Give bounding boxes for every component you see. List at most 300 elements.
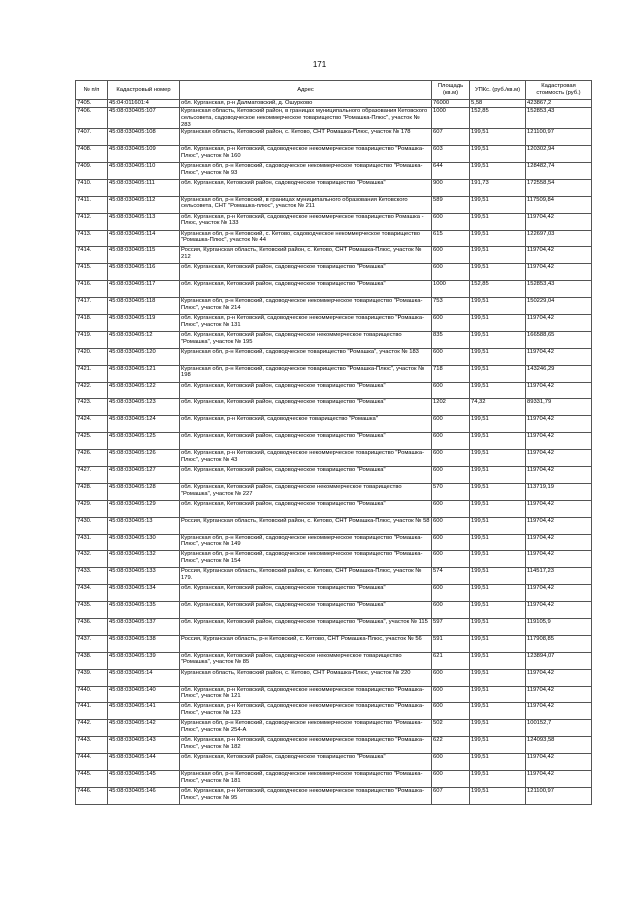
cadastral-number-cell: 45:08:030405:113 — [108, 213, 180, 230]
address-cell: Курганская обл, р-н Кетовский, с. Кетово, садоводческое некоммерческое товарищество "Ромашка-Плюс", участок № 44 — [180, 230, 432, 247]
table-row — [76, 100, 592, 108]
upks-cell: 199,51 — [470, 314, 526, 331]
area-cell: 600 — [432, 450, 470, 467]
area-cell: 600 — [432, 686, 470, 703]
address-cell: обл. Курганская, Кетовский район, садоводческое товарищество "Ромашка" — [180, 585, 432, 602]
row-number-cell: 7405. — [76, 100, 108, 108]
table-row — [76, 213, 592, 230]
cadastral-value-cell: 119704,42 — [526, 534, 592, 551]
cadastral-value-cell: 152853,43 — [526, 281, 592, 298]
table-row — [76, 635, 592, 652]
row-number-cell: 7420. — [76, 348, 108, 365]
cadastral-value-cell: 124093,58 — [526, 737, 592, 754]
table-row — [76, 787, 592, 804]
upks-cell: 199,51 — [470, 129, 526, 146]
table-row — [76, 618, 592, 635]
address-cell: обл. Курганская, р-н Кетовский, садоводческое некоммерческое товарищество "Ромашка-Плюс", участок № 182 — [180, 737, 432, 754]
address-cell: Курганская область, Кетовский район, с. Кетово, СНТ Ромашка-Плюс, участок № 178 — [180, 129, 432, 146]
area-cell: 900 — [432, 179, 470, 196]
header-upks: УПКс. (руб./кв.м) — [470, 81, 526, 100]
row-number-cell: 7411. — [76, 196, 108, 213]
upks-cell: 199,51 — [470, 146, 526, 163]
upks-cell: 199,51 — [470, 450, 526, 467]
row-number-cell: 7421. — [76, 365, 108, 382]
table-row — [76, 247, 592, 264]
upks-cell: 199,51 — [470, 247, 526, 264]
address-cell: обл. Курганская, Кетовский район, садоводческое товарищество "Ромашка" — [180, 754, 432, 771]
area-cell: 753 — [432, 298, 470, 315]
address-cell: Россия, Курганская область, Кетовский район, с. Кетово, СНТ Ромашка-Плюс, участок № 58 — [180, 517, 432, 534]
address-cell: Курганская область, Кетовский район, с. Кетово, СНТ Ромашка-Плюс, участок № 220 — [180, 669, 432, 686]
upks-cell: 199,51 — [470, 754, 526, 771]
area-cell: 1000 — [432, 281, 470, 298]
row-number-cell: 7422. — [76, 382, 108, 399]
area-cell: 574 — [432, 568, 470, 585]
row-number-cell: 7409. — [76, 162, 108, 179]
upks-cell: 199,51 — [470, 483, 526, 500]
address-cell: обл. Курганская, р-н Кетовский, садоводческое некоммерческое товарищество "Ромашка-Плюс", участок № 160 — [180, 146, 432, 163]
cadastral-number-cell: 45:08:030405:116 — [108, 264, 180, 281]
area-cell: 600 — [432, 551, 470, 568]
cadastral-value-cell: 119704,42 — [526, 602, 592, 619]
row-number-cell: 7437. — [76, 635, 108, 652]
area-cell: 1202 — [432, 399, 470, 416]
address-cell: обл. Курганская, Кетовский район, садоводческое товарищество "Ромашка" — [180, 382, 432, 399]
address-cell: обл. Курганская, Кетовский район, садоводческое товарищество "Ромашка" — [180, 602, 432, 619]
address-cell: Курганская обл, р-н Кетовский, садоводческое товарищество "Ромашка-Плюс", участок № 198 — [180, 365, 432, 382]
cadastral-number-cell: 45:08:030405:125 — [108, 433, 180, 450]
area-cell: 603 — [432, 146, 470, 163]
cadastral-number-cell: 45:08:030405:137 — [108, 618, 180, 635]
cadastral-value-cell: 143246,29 — [526, 365, 592, 382]
cadastral-value-cell: 128482,74 — [526, 162, 592, 179]
row-number-cell: 7415. — [76, 264, 108, 281]
cadastral-number-cell: 45:08:030405:110 — [108, 162, 180, 179]
area-cell: 607 — [432, 787, 470, 804]
table-row — [76, 551, 592, 568]
upks-cell: 199,51 — [470, 635, 526, 652]
cadastral-value-cell: 121100,97 — [526, 129, 592, 146]
cadastral-value-cell: 166588,65 — [526, 331, 592, 348]
area-cell: 607 — [432, 129, 470, 146]
address-cell: Россия, Курганская область, Кетовский район, с. Кетово, СНТ Ромашка-Плюс, участок № 212 — [180, 247, 432, 264]
table-row — [76, 146, 592, 163]
area-cell: 600 — [432, 264, 470, 281]
cadastral-value-cell: 119704,42 — [526, 754, 592, 771]
address-cell: обл. Курганская, р-н Кетовский, садоводческое некоммерческое товарищество "Ромашка-Плюс", участок № 123 — [180, 703, 432, 720]
cadastral-value-cell: 120302,94 — [526, 146, 592, 163]
header-cadastral-number: Кадастровый номер — [108, 81, 180, 100]
cadastral-value-cell: 119704,42 — [526, 264, 592, 281]
area-cell: 600 — [432, 771, 470, 788]
area-cell: 600 — [432, 247, 470, 264]
row-number-cell: 7424. — [76, 416, 108, 433]
cadastral-value-cell: 89331,79 — [526, 399, 592, 416]
upks-cell: 199,51 — [470, 720, 526, 737]
row-number-cell: 7439. — [76, 669, 108, 686]
address-cell: Курганская обл, р-н Кетовский, садоводческое некоммерческое товарищество "Ромашка-Плюс", участок № 149 — [180, 534, 432, 551]
table-row — [76, 720, 592, 737]
cadastral-table — [75, 80, 592, 805]
address-cell: обл. Курганская, Кетовский район, садоводческое товарищество "Ромашка" — [180, 433, 432, 450]
area-cell: 1000 — [432, 108, 470, 129]
row-number-cell: 7428. — [76, 483, 108, 500]
row-number-cell: 7417. — [76, 298, 108, 315]
cadastral-number-cell: 45:08:030405:121 — [108, 365, 180, 382]
row-number-cell: 7443. — [76, 737, 108, 754]
cadastral-number-cell: 45:08:030405:143 — [108, 737, 180, 754]
address-cell: обл. Курганская, Кетовский район, садоводческое некоммерческое товарищество "Ромашка", участок № 227 — [180, 483, 432, 500]
area-cell: 600 — [432, 669, 470, 686]
row-number-cell: 7410. — [76, 179, 108, 196]
header-cadastral-value: Кадастровая стоимость (руб.) — [526, 81, 592, 100]
cadastral-number-cell: 45:08:030405:112 — [108, 196, 180, 213]
area-cell: 600 — [432, 416, 470, 433]
row-number-cell: 7407. — [76, 129, 108, 146]
area-cell: 502 — [432, 720, 470, 737]
cadastral-value-cell: 119704,42 — [526, 517, 592, 534]
table-row — [76, 331, 592, 348]
cadastral-number-cell: 45:08:030405:12 — [108, 331, 180, 348]
address-cell: обл. Курганская, Кетовский район, садоводческое товарищество "Ромашка" — [180, 399, 432, 416]
cadastral-value-cell: 119704,42 — [526, 551, 592, 568]
address-cell: Курганская обл, р-н Кетовский, садоводческое товарищество "Ромашка", участок № 183 — [180, 348, 432, 365]
address-cell: обл. Курганская, Кетовский район, садоводческое некоммерческое товарищество "Ромашка", участок № 195 — [180, 331, 432, 348]
upks-cell: 199,51 — [470, 737, 526, 754]
cadastral-value-cell: 119704,42 — [526, 314, 592, 331]
table-row — [76, 771, 592, 788]
cadastral-number-cell: 45:08:030405:142 — [108, 720, 180, 737]
row-number-cell: 7425. — [76, 433, 108, 450]
row-number-cell: 7412. — [76, 213, 108, 230]
upks-cell: 199,51 — [470, 162, 526, 179]
cadastral-value-cell: 119704,42 — [526, 416, 592, 433]
table-row — [76, 568, 592, 585]
area-cell: 644 — [432, 162, 470, 179]
cadastral-value-cell: 119704,42 — [526, 669, 592, 686]
cadastral-number-cell: 45:08:030405:141 — [108, 703, 180, 720]
upks-cell: 199,51 — [470, 568, 526, 585]
upks-cell: 199,51 — [470, 534, 526, 551]
area-cell: 600 — [432, 703, 470, 720]
address-cell: Курганская обл, р-н Кетовский, садоводческое некоммерческое товарищество "Ромашка-Плюс", участок № 181 — [180, 771, 432, 788]
area-cell: 718 — [432, 365, 470, 382]
cadastral-number-cell: 45:08:030405:119 — [108, 314, 180, 331]
cadastral-value-cell: 119704,42 — [526, 433, 592, 450]
cadastral-value-cell: 123894,07 — [526, 652, 592, 669]
area-cell: 570 — [432, 483, 470, 500]
table-row — [76, 230, 592, 247]
cadastral-value-cell: 119105,9 — [526, 618, 592, 635]
upks-cell: 199,51 — [470, 213, 526, 230]
area-cell: 622 — [432, 737, 470, 754]
row-number-cell: 7414. — [76, 247, 108, 264]
table-row — [76, 365, 592, 382]
area-cell: 600 — [432, 433, 470, 450]
area-cell: 600 — [432, 602, 470, 619]
row-number-cell: 7433. — [76, 568, 108, 585]
cadastral-value-cell: 122697,03 — [526, 230, 592, 247]
cadastral-value-cell: 119704,42 — [526, 382, 592, 399]
cadastral-number-cell: 45:08:030405:140 — [108, 686, 180, 703]
table-row — [76, 433, 592, 450]
upks-cell: 199,51 — [470, 433, 526, 450]
cadastral-value-cell: 119704,42 — [526, 348, 592, 365]
cadastral-number-cell: 45:08:030405:117 — [108, 281, 180, 298]
upks-cell: 199,51 — [470, 230, 526, 247]
address-cell: Россия, Курганская область, Кетовский район, с. Кетово, СНТ Ромашка-Плюс, участок № 179. — [180, 568, 432, 585]
cadastral-number-cell: 45:08:030405:139 — [108, 652, 180, 669]
table-row — [76, 314, 592, 331]
upks-cell: 199,51 — [470, 618, 526, 635]
header-number: № п/п — [76, 81, 108, 100]
upks-cell: 152,85 — [470, 108, 526, 129]
cadastral-value-cell: 100152,7 — [526, 720, 592, 737]
cadastral-number-cell: 45:08:030405:122 — [108, 382, 180, 399]
cadastral-value-cell: 117908,85 — [526, 635, 592, 652]
table-row — [76, 416, 592, 433]
row-number-cell: 7413. — [76, 230, 108, 247]
table-row — [76, 399, 592, 416]
row-number-cell: 7436. — [76, 618, 108, 635]
area-cell: 597 — [432, 618, 470, 635]
upks-cell: 152,85 — [470, 281, 526, 298]
table-row — [76, 450, 592, 467]
upks-cell: 199,51 — [470, 500, 526, 517]
upks-cell: 199,51 — [470, 365, 526, 382]
upks-cell: 199,51 — [470, 585, 526, 602]
table-row — [76, 348, 592, 365]
cadastral-value-cell: 423867,2 — [526, 100, 592, 108]
table-row — [76, 602, 592, 619]
cadastral-number-cell: 45:08:030405:144 — [108, 754, 180, 771]
row-number-cell: 7434. — [76, 585, 108, 602]
cadastral-number-cell: 45:08:030405:124 — [108, 416, 180, 433]
address-cell: Курганская обл, р-н Кетовский, садоводческое некоммерческое товарищество "Ромашка-Плюс", участок № 154 — [180, 551, 432, 568]
cadastral-value-cell: 172558,54 — [526, 179, 592, 196]
upks-cell: 5,58 — [470, 100, 526, 108]
row-number-cell: 7418. — [76, 314, 108, 331]
cadastral-value-cell: 119704,42 — [526, 703, 592, 720]
cadastral-number-cell: 45:08:030405:107 — [108, 108, 180, 129]
table-row — [76, 500, 592, 517]
address-cell: Курганская обл, р-н Кетовский, садоводческое некоммерческое товарищество "Ромашка-Плюс", участок № 214 — [180, 298, 432, 315]
upks-cell: 199,51 — [470, 686, 526, 703]
row-number-cell: 7438. — [76, 652, 108, 669]
cadastral-value-cell: 119704,42 — [526, 450, 592, 467]
address-cell: обл. Курганская, Кетовский район, садоводческое некоммерческое товарищество "Ромашка", участок № 85 — [180, 652, 432, 669]
area-cell: 600 — [432, 517, 470, 534]
cadastral-number-cell: 45:08:030405:146 — [108, 787, 180, 804]
cadastral-value-cell: 152853,43 — [526, 108, 592, 129]
table-header-row — [76, 81, 592, 100]
header-area: Площадь (кв.м) — [432, 81, 470, 100]
cadastral-value-cell: 119704,42 — [526, 686, 592, 703]
address-cell: Россия, Курганская область, р-н Кетовский, с. Кетово, СНТ Ромашка-Плюс, участок № 56 — [180, 635, 432, 652]
table-row — [76, 585, 592, 602]
cadastral-number-cell: 45:08:030405:135 — [108, 602, 180, 619]
upks-cell: 74,32 — [470, 399, 526, 416]
cadastral-number-cell: 45:08:030405:123 — [108, 399, 180, 416]
cadastral-number-cell: 45:08:030405:127 — [108, 466, 180, 483]
upks-cell: 199,51 — [470, 466, 526, 483]
cadastral-number-cell: 45:08:030405:129 — [108, 500, 180, 517]
address-cell: обл. Курганская, Кетовский район, садоводческое товарищество "Ромашка" — [180, 466, 432, 483]
address-cell: обл. Курганская, р-н Кетовский, садоводческое некоммерческое товарищество Ромашка - Плюс, участок № 133 — [180, 213, 432, 230]
cadastral-number-cell: 45:04:011601:4 — [108, 100, 180, 108]
area-cell: 76000 — [432, 100, 470, 108]
upks-cell: 199,51 — [470, 669, 526, 686]
row-number-cell: 7445. — [76, 771, 108, 788]
table-row — [76, 129, 592, 146]
cadastral-number-cell: 45:08:030405:115 — [108, 247, 180, 264]
cadastral-value-cell: 119704,42 — [526, 466, 592, 483]
row-number-cell: 7423. — [76, 399, 108, 416]
header-address: Адрес — [180, 81, 432, 100]
table-row — [76, 534, 592, 551]
cadastral-value-cell: 119704,42 — [526, 213, 592, 230]
cadastral-number-cell: 45:08:030405:128 — [108, 483, 180, 500]
table-row — [76, 652, 592, 669]
cadastral-number-cell: 45:08:030405:133 — [108, 568, 180, 585]
table-row — [76, 669, 592, 686]
cadastral-value-cell: 121100,97 — [526, 787, 592, 804]
table-row — [76, 382, 592, 399]
upks-cell: 191,73 — [470, 179, 526, 196]
cadastral-number-cell: 45:08:030405:109 — [108, 146, 180, 163]
upks-cell: 199,51 — [470, 348, 526, 365]
area-cell: 615 — [432, 230, 470, 247]
table-row — [76, 281, 592, 298]
address-cell: Курганская обл, р-н Кетовский, садоводческое некоммерческое товарищество "Ромашка-Плюс", участок № 254-А — [180, 720, 432, 737]
area-cell: 600 — [432, 314, 470, 331]
area-cell: 600 — [432, 534, 470, 551]
row-number-cell: 7431. — [76, 534, 108, 551]
table-row — [76, 196, 592, 213]
row-number-cell: 7446. — [76, 787, 108, 804]
cadastral-value-cell: 117509,84 — [526, 196, 592, 213]
row-number-cell: 7442. — [76, 720, 108, 737]
area-cell: 600 — [432, 500, 470, 517]
upks-cell: 199,51 — [470, 551, 526, 568]
table-row — [76, 162, 592, 179]
table-row — [76, 737, 592, 754]
row-number-cell: 7416. — [76, 281, 108, 298]
upks-cell: 199,51 — [470, 416, 526, 433]
upks-cell: 199,51 — [470, 602, 526, 619]
area-cell: 835 — [432, 331, 470, 348]
address-cell: обл. Курганская, р-н Кетовский, садоводческое некоммерческое товарищество "Ромашка-Плюс", участок № 131 — [180, 314, 432, 331]
cadastral-number-cell: 45:08:030405:130 — [108, 534, 180, 551]
row-number-cell: 7435. — [76, 602, 108, 619]
address-cell: Курганская область, Кетовский район, в границах муниципального образования Кетовского сельсовета, садоводческое некоммерческое товарищество "Ромашка-Плюс", участок № 283 — [180, 108, 432, 129]
upks-cell: 199,51 — [470, 382, 526, 399]
area-cell: 589 — [432, 196, 470, 213]
upks-cell: 199,51 — [470, 298, 526, 315]
address-cell: обл. Курганская, р-н Кетовский, садоводческое некоммерческое товарищество "Ромашка-Плюс", участок № 43 — [180, 450, 432, 467]
cadastral-value-cell: 119704,42 — [526, 585, 592, 602]
row-number-cell: 7408. — [76, 146, 108, 163]
row-number-cell: 7441. — [76, 703, 108, 720]
row-number-cell: 7406. — [76, 108, 108, 129]
cadastral-number-cell: 45:08:030405:126 — [108, 450, 180, 467]
row-number-cell: 7427. — [76, 466, 108, 483]
cadastral-number-cell: 45:08:030405:14 — [108, 669, 180, 686]
area-cell: 591 — [432, 635, 470, 652]
table-row — [76, 466, 592, 483]
cadastral-value-cell: 119704,42 — [526, 500, 592, 517]
table-row — [76, 483, 592, 500]
cadastral-value-cell: 114517,23 — [526, 568, 592, 585]
address-cell: обл. Курганская, Кетовский район, садоводческое товарищество "Ромашка" — [180, 500, 432, 517]
cadastral-number-cell: 45:08:030405:114 — [108, 230, 180, 247]
table-row — [76, 703, 592, 720]
cadastral-value-cell: 150229,04 — [526, 298, 592, 315]
cadastral-number-cell: 45:08:030405:111 — [108, 179, 180, 196]
upks-cell: 199,51 — [470, 264, 526, 281]
table-row — [76, 264, 592, 281]
row-number-cell: 7419. — [76, 331, 108, 348]
area-cell: 600 — [432, 382, 470, 399]
row-number-cell: 7426. — [76, 450, 108, 467]
address-cell: обл. Курганская, Кетовский район, садоводческое товарищество "Ромашка" — [180, 264, 432, 281]
cadastral-number-cell: 45:08:030405:118 — [108, 298, 180, 315]
upks-cell: 199,51 — [470, 787, 526, 804]
upks-cell: 199,51 — [470, 331, 526, 348]
table-row — [76, 686, 592, 703]
upks-cell: 199,51 — [470, 771, 526, 788]
address-cell: обл. Курганская, Кетовский район, садоводческое товарищество "Ромашка", участок № 115 — [180, 618, 432, 635]
address-cell: обл. Курганская, р-н Кетовский, садоводческое некоммерческое товарищество "Ромашка-Плюс", участок № 121 — [180, 686, 432, 703]
row-number-cell: 7444. — [76, 754, 108, 771]
address-cell: Курганская обл, р-н Кетовский, в границах муниципального образования Кетовского сельсовета, СНТ "Ромашка-плюс", участок № 211 — [180, 196, 432, 213]
table-row — [76, 517, 592, 534]
table-row — [76, 298, 592, 315]
cadastral-number-cell: 45:08:030405:13 — [108, 517, 180, 534]
address-cell: обл. Курганская, р-н Кетовский, садоводческое товарищество "Ромашка" — [180, 416, 432, 433]
cadastral-number-cell: 45:08:030405:145 — [108, 771, 180, 788]
area-cell: 600 — [432, 754, 470, 771]
table-row — [76, 754, 592, 771]
address-cell: обл. Курганская, р-н Кетовский, садоводческое некоммерческое товарищество "Ромашка-Плюс", участок № 95 — [180, 787, 432, 804]
row-number-cell: 7429. — [76, 500, 108, 517]
address-cell: Курганская обл, р-н Кетовский, садоводческое некоммерческое товарищество "Ромашка-Плюс", участок № 93 — [180, 162, 432, 179]
cadastral-number-cell: 45:08:030405:120 — [108, 348, 180, 365]
page-number: 171 — [312, 60, 327, 69]
cadastral-number-cell: 45:08:030405:134 — [108, 585, 180, 602]
address-cell: обл. Курганская, Кетовский район, садоводческое товарищество "Ромашка" — [180, 179, 432, 196]
area-cell: 600 — [432, 213, 470, 230]
upks-cell: 199,51 — [470, 703, 526, 720]
area-cell: 600 — [432, 348, 470, 365]
row-number-cell: 7432. — [76, 551, 108, 568]
address-cell: обл. Курганская, р-н Далматовский, д. Ошурково — [180, 100, 432, 108]
upks-cell: 199,51 — [470, 652, 526, 669]
address-cell: обл. Курганская, Кетовский район, садоводческое товарищество "Ромашка" — [180, 281, 432, 298]
upks-cell: 199,51 — [470, 517, 526, 534]
upks-cell: 199,51 — [470, 196, 526, 213]
area-cell: 621 — [432, 652, 470, 669]
row-number-cell: 7430. — [76, 517, 108, 534]
area-cell: 600 — [432, 585, 470, 602]
cadastral-value-cell: 119704,42 — [526, 771, 592, 788]
cadastral-value-cell: 113719,19 — [526, 483, 592, 500]
row-number-cell: 7440. — [76, 686, 108, 703]
cadastral-value-cell: 119704,42 — [526, 247, 592, 264]
cadastral-number-cell: 45:08:030405:132 — [108, 551, 180, 568]
cadastral-number-cell: 45:08:030405:108 — [108, 129, 180, 146]
table-row — [76, 179, 592, 196]
